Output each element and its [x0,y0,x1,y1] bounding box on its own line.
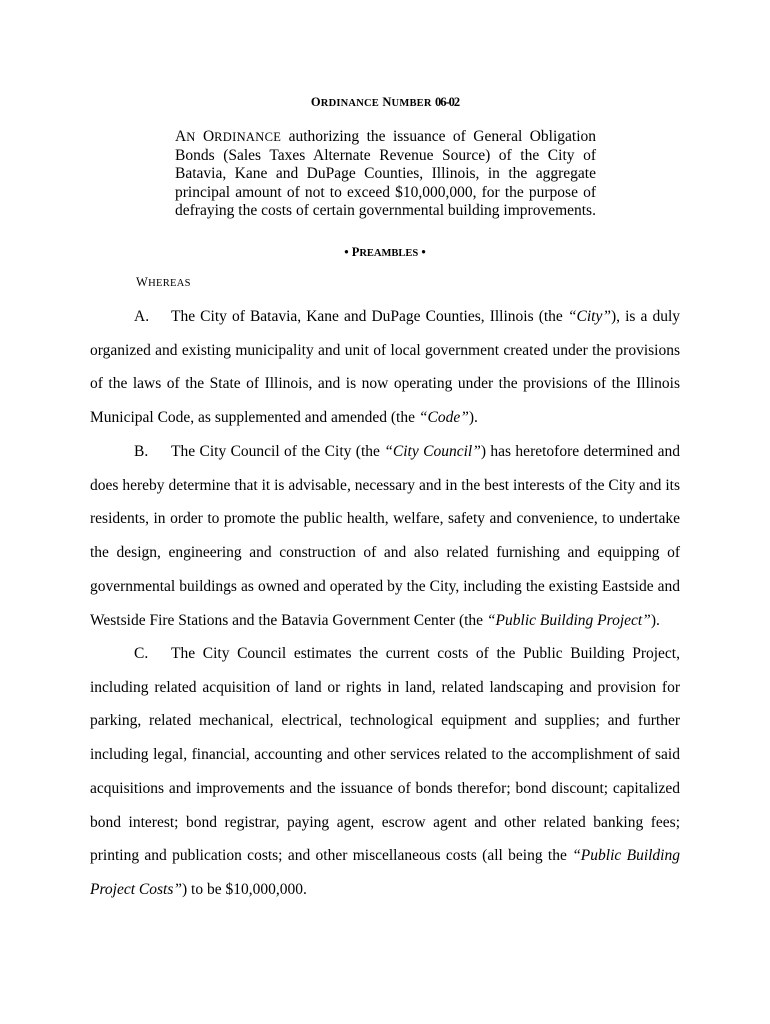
ordinance-number: 06-02 [434,95,460,109]
ordinance-title [0,95,770,110]
defined-term-public-building-project-costs: “Public Building Project Costs” [90,847,680,898]
summary-lead-rest-1: N [186,130,196,144]
recital-b [90,435,680,637]
title-rest-2: UMBER [391,98,432,109]
title-letter-2: N [382,95,392,109]
recital-a [90,300,680,435]
recital-c [90,637,680,907]
whereas-letter: W [136,275,149,289]
bullet-right: • [421,245,426,259]
defined-term-city-council: “City Council” [384,443,481,460]
recital-b-text-3: ). [650,611,660,629]
title-letter-1: O [310,95,321,109]
recital-a-text-1: The City of Batavia, Kane and DuPage Counties, Illinois (the [171,308,568,325]
defined-term-code: “Code” [418,409,469,427]
recital-b-text-1: The City Council of the City (the [171,443,385,460]
recital-a-text-3: ). [468,409,478,427]
recital-c-text-1: The City Council estimates the current costs of the Public Building Project, including related acquisition of land or rights in land, related landscaping and provision for parking, related mechanical, electrical, technological equipment and supplies; and further including legal, financial, accounting and other services related to the accomplishment of said acquisitions and improvements and the issuance of bonds therefor; bond discount; capitalized bond interest; bond registrar, paying agent, escrow agent and other related banking fees; printing and publication costs; and other miscellaneous costs (all being the [90,645,680,865]
summary-lead-letter-2: O [202,128,215,145]
summary-lead-rest-2: RDINANCE [214,130,282,144]
recital-c-text-2: ) to be $10,000,000. [182,880,307,898]
summary-lead-letter-1: A [175,128,187,145]
bullet-left: • [344,245,349,259]
preambles-heading [0,245,770,260]
title-rest-1: RDINANCE [320,98,379,109]
defined-term-public-building-project: “Public Building Project” [486,611,651,629]
whereas-rest: HEREAS [148,278,191,289]
whereas-heading [136,275,191,290]
recital-b-text-2: ) has heretofore determined and does hereby determine that it is advisable, necessary and in the best interests of the City and its residents, in order to promote the public health, welfare, safety and convenience, to undertake the design, engineering and construction of and also related furnishing and equipping of governmental buildings as owned and operated by the City, including the existing Eastside and Westside Fire Stations and the Batavia Government Center (the [90,443,680,629]
preambles-letter: P [351,245,360,259]
recital-c-label: C. [134,645,149,662]
defined-term-city: “City” [567,308,611,325]
recital-b-label: B. [134,443,149,460]
recital-a-text-2: ), is a duly organized and existing municipality and unit of local government created under the provisions of the laws of the State of Illinois, and is now operating under the provisions of the Illinois Municipal Code, as supplemented and amended (the [90,308,680,427]
preambles-rest: REAMBLES [359,248,419,259]
ordinance-summary [175,128,596,221]
recital-a-label: A. [134,308,150,325]
summary-text: authorizing the issuance of General Obligation Bonds (Sales Taxes Alternate Revenue Source) of the City of Batavia, Kane and DuPage Counties, Illinois, in the aggregate principal amount of not to exceed $10,000,000, for the purpose of defraying the costs of certain governmental building improvements. [175,128,597,220]
